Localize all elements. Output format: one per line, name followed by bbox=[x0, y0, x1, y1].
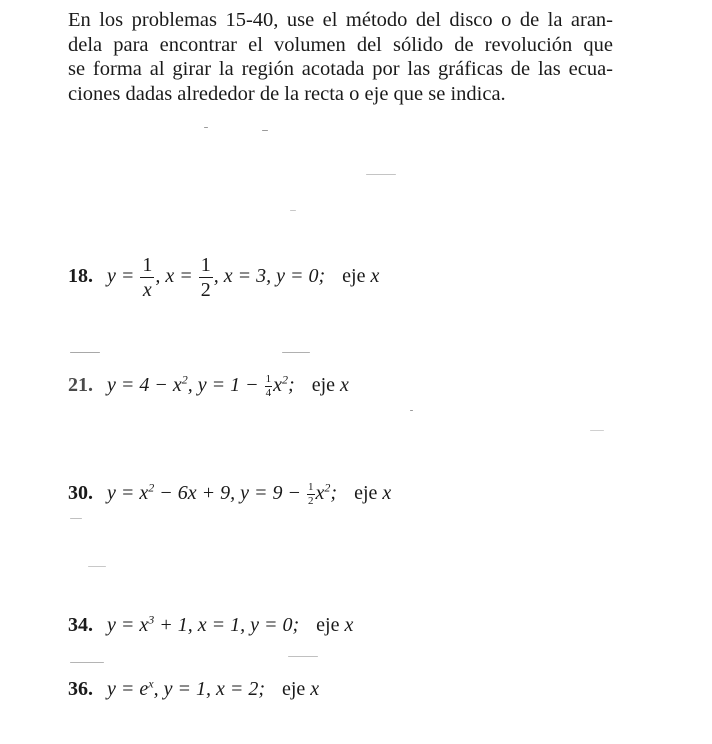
scan-speck bbox=[204, 127, 208, 128]
axis-label: eje bbox=[281, 677, 306, 700]
equation-text: − 6x + 9, y = 9 − bbox=[154, 481, 306, 504]
fraction-denominator: 2 bbox=[200, 279, 211, 301]
problem-number: 36. bbox=[68, 677, 93, 700]
rotation-axis bbox=[282, 678, 319, 700]
instructions-line: En los problemas 15-40, use el método del disco o de la aran- bbox=[68, 9, 613, 31]
rotation-axis bbox=[354, 482, 391, 504]
scan-speck bbox=[410, 410, 413, 411]
axis-label: eje bbox=[342, 265, 366, 288]
rotation-axis bbox=[312, 374, 349, 396]
scan-speck bbox=[290, 210, 296, 211]
equation-text: ; bbox=[330, 481, 338, 504]
axis-label: eje bbox=[311, 373, 335, 396]
scan-speck bbox=[70, 352, 100, 353]
scan-speck bbox=[70, 662, 104, 663]
problem-21 bbox=[68, 372, 349, 399]
exponent: 2 bbox=[181, 372, 188, 386]
problem-30 bbox=[68, 480, 391, 507]
problem-equation bbox=[107, 372, 300, 399]
problem-equation bbox=[107, 480, 342, 507]
fraction-denominator: 4 bbox=[265, 386, 272, 399]
exponent: 2 bbox=[324, 480, 331, 494]
equation-text: , y = 1 − bbox=[187, 373, 264, 396]
problem-number: 30. bbox=[68, 481, 93, 504]
equation-text: y = x bbox=[107, 613, 149, 636]
problem-number: 34. bbox=[68, 613, 93, 636]
axis-variable: x bbox=[344, 613, 354, 636]
problem-34 bbox=[68, 612, 353, 637]
axis-variable: x bbox=[382, 481, 392, 504]
problem-equation bbox=[107, 678, 270, 700]
fraction-numerator: 1 bbox=[142, 254, 153, 276]
axis-label: eje bbox=[316, 613, 340, 636]
equation-text: x bbox=[315, 481, 325, 504]
problem-number: 21. bbox=[68, 373, 93, 396]
equation-text: x = bbox=[165, 265, 198, 288]
exponent: 2 bbox=[148, 480, 155, 494]
fraction-numerator: 1 bbox=[265, 372, 272, 385]
instructions-line: se forma al girar la región acotada por las gráficas de las ecua- bbox=[68, 58, 613, 80]
scan-speck bbox=[590, 430, 604, 431]
fraction-one-quarter bbox=[265, 374, 273, 399]
axis-variable: x bbox=[310, 677, 320, 700]
problem-number: 18. bbox=[68, 265, 93, 288]
exponent: x bbox=[148, 676, 154, 690]
exponent: 2 bbox=[282, 372, 289, 386]
rotation-axis bbox=[316, 614, 353, 636]
equation-text: y = x bbox=[107, 481, 149, 504]
fraction-numerator: 1 bbox=[200, 254, 211, 276]
instructions-line: dela para encontrar el volumen del sólido de revolución que bbox=[68, 33, 613, 56]
equation-text: y = 4 − x bbox=[107, 373, 182, 396]
equation-text: , bbox=[155, 265, 166, 288]
equation-text: y = e bbox=[107, 677, 149, 700]
instructions-paragraph bbox=[68, 8, 613, 106]
instructions-line: ciones dadas alrededor de la recta o eje que se indica. bbox=[68, 82, 506, 105]
equation-text: , x = 3, y = 0; bbox=[213, 265, 326, 288]
problem-equation bbox=[107, 614, 304, 636]
axis-label: eje bbox=[354, 481, 378, 504]
scan-speck bbox=[88, 566, 106, 567]
exponent: 3 bbox=[148, 612, 155, 626]
fraction-one-over-x bbox=[140, 255, 154, 300]
axis-variable: x bbox=[340, 373, 349, 396]
equation-text: , y = 1, x = 2; bbox=[153, 677, 265, 700]
problem-equation bbox=[107, 254, 330, 301]
fraction-one-half bbox=[199, 255, 213, 300]
scan-speck bbox=[282, 352, 310, 353]
equation-text: x bbox=[273, 373, 283, 396]
scan-speck bbox=[70, 518, 82, 519]
fraction-denominator: 2 bbox=[308, 494, 314, 507]
equation-text: ; bbox=[288, 373, 295, 396]
scan-speck bbox=[262, 130, 268, 131]
fraction-numerator: 1 bbox=[308, 480, 314, 493]
equation-text: + 1, x = 1, y = 0; bbox=[154, 613, 300, 636]
rotation-axis bbox=[342, 265, 379, 287]
scan-speck bbox=[366, 174, 396, 175]
scan-speck bbox=[288, 656, 318, 657]
axis-variable: x bbox=[370, 265, 380, 288]
equation-text: y = bbox=[107, 265, 140, 288]
problem-18 bbox=[68, 255, 379, 300]
fraction-denominator: x bbox=[142, 279, 152, 301]
problem-36 bbox=[68, 676, 319, 701]
fraction-one-half bbox=[307, 482, 315, 507]
